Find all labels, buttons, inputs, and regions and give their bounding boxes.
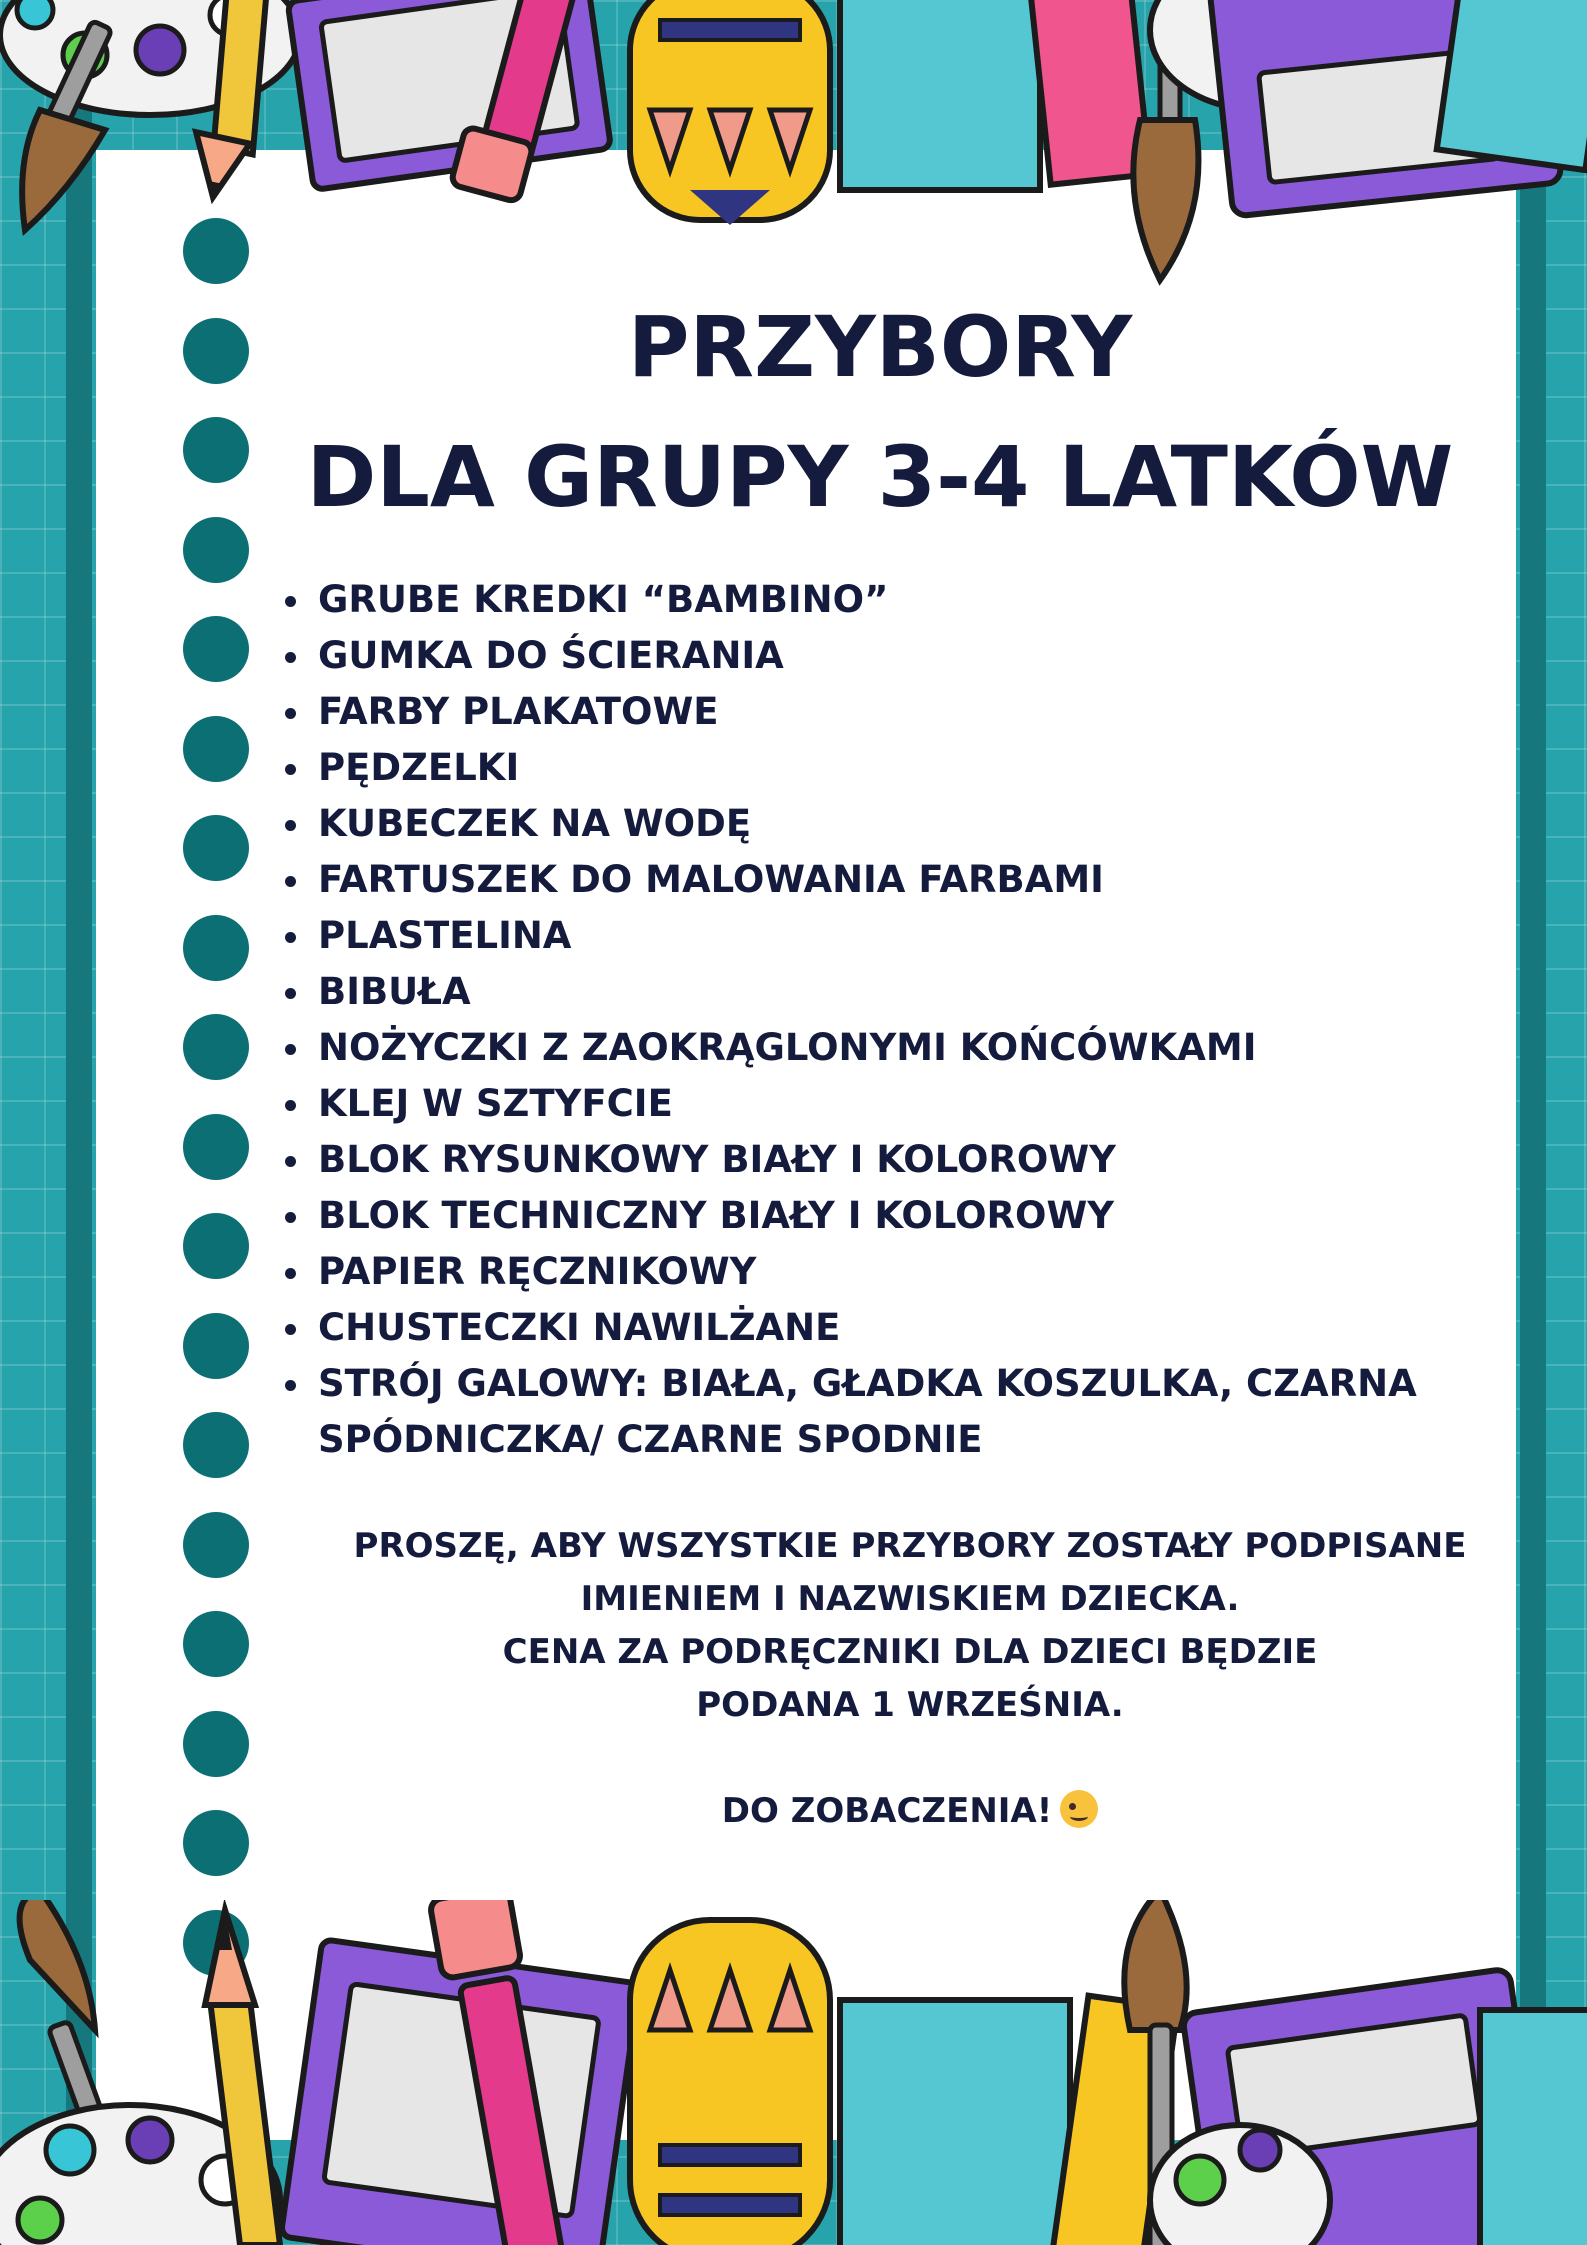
supply-list-item: PAPIER RĘCZNIKOWY: [280, 1244, 1440, 1300]
supply-list-item: FARBY PLAKATOWE: [280, 684, 1440, 740]
calculator-icon: [1209, 0, 1587, 217]
notes-line-2: IMIENIEM I NAZWISKIEM DZIECKA.: [580, 1579, 1240, 1619]
binder-hole: [183, 1114, 249, 1180]
supply-list-item: KUBECZEK NA WODĘ: [280, 796, 1440, 852]
binder-hole: [183, 915, 249, 981]
binder-hole: [183, 1611, 249, 1677]
binder-hole: [183, 1014, 249, 1080]
binder-hole: [183, 1412, 249, 1478]
supply-list-item: CHUSTECZKI NAWILŻANE: [280, 1300, 1440, 1356]
page-title: [280, 282, 1480, 542]
supply-list-item: GUMKA DO ŚCIERANIA: [280, 628, 1440, 684]
binder-hole: [183, 616, 249, 682]
bottom-art-supplies-decoration: [0, 1900, 1587, 2245]
winking-face-icon: [1060, 1790, 1098, 1828]
binder-hole: [183, 815, 249, 881]
farewell-text: DO ZOBACZENIA!: [721, 1791, 1053, 1831]
supply-list-item: PLASTELINA: [280, 908, 1440, 964]
supply-list: [280, 572, 1440, 1468]
title-line-2: DLA GRUPY 3-4 LATKÓW: [306, 428, 1454, 526]
supply-list-item: BIBUŁA: [280, 964, 1440, 1020]
top-art-supplies-decoration: [0, 0, 1587, 290]
notes-line-3: CENA ZA PODRĘCZNIKI DLA DZIECI BĘDZIE: [502, 1632, 1318, 1672]
binder-hole: [183, 517, 249, 583]
binder-hole: [183, 1711, 249, 1777]
supply-list-item: BLOK TECHNICZNY BIAŁY I KOLOROWY: [280, 1188, 1440, 1244]
binder-hole: [183, 716, 249, 782]
supply-list-item: GRUBE KREDKI “BAMBINO”: [280, 572, 1440, 628]
binder-hole: [183, 318, 249, 384]
supply-list-item: KLEJ W SZTYFCIE: [280, 1076, 1440, 1132]
supply-list-item: BLOK RYSUNKOWY BIAŁY I KOLOROWY: [280, 1132, 1440, 1188]
crayon-box-icon: [630, 1920, 830, 2245]
binder-hole: [183, 1512, 249, 1578]
crayon-box-icon: [630, 0, 830, 225]
notebook-icon: [840, 0, 1150, 190]
supply-list-item: FARTUSZEK DO MALOWANIA FARBAMI: [280, 852, 1440, 908]
binder-hole: [183, 1213, 249, 1279]
binder-hole: [183, 417, 249, 483]
farewell: [330, 1783, 1490, 1839]
notes-line-4: PODANA 1 WRZEŚNIA.: [696, 1685, 1124, 1725]
supply-list-item: STRÓJ GALOWY: BIAŁA, GŁADKA KOSZULKA, CZARNA SPÓDNICZKA/ CZARNE SPODNIE: [280, 1356, 1440, 1468]
sketchbook-icon: [281, 1939, 640, 2245]
notes-line-1: PROSZĘ, ABY WSZYSTKIE PRZYBORY ZOSTAŁY PODPISANE: [353, 1526, 1467, 1566]
binder-hole: [183, 1810, 249, 1876]
supply-list-item: PĘDZELKI: [280, 740, 1440, 796]
notes: [330, 1520, 1490, 1732]
title-line-1: PRZYBORY: [627, 298, 1133, 396]
binder-hole: [183, 1313, 249, 1379]
supply-list-item: NOŻYCZKI Z ZAOKRĄGLONYMI KOŃCÓWKAMI: [280, 1020, 1440, 1076]
notebook-icon: [840, 1996, 1178, 2245]
palette-icon: [1150, 2125, 1330, 2245]
